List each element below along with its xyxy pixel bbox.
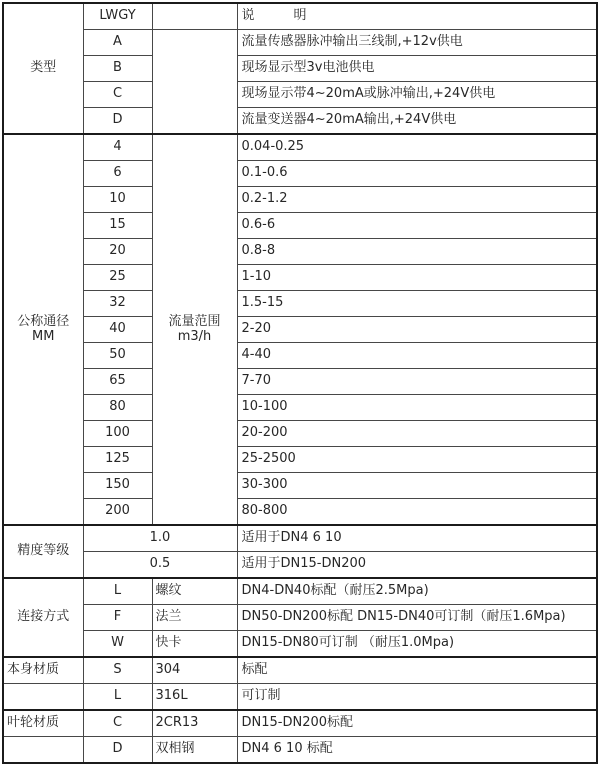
type-code-cell: C	[83, 82, 152, 108]
flow-range-cell: 0.6-6	[237, 213, 597, 239]
row-group-label-type: 类型	[3, 3, 83, 134]
flow-range-label-line1: 流量范围	[168, 313, 221, 329]
accuracy-desc-cell: 适用于DN15-DN200	[237, 552, 597, 579]
flow-range-cell: 1.5-15	[237, 291, 597, 317]
connection-name-cell: 法兰	[152, 605, 237, 631]
material-name-cell: 316L	[152, 684, 237, 711]
flow-range-cell: 30-300	[237, 473, 597, 499]
table-row	[3, 552, 597, 579]
empty-label-cell	[3, 684, 83, 711]
flow-range-cell: 10-100	[237, 395, 597, 421]
table-row	[3, 265, 597, 291]
flow-range-cell: 0.2-1.2	[237, 187, 597, 213]
diameter-size-cell: 80	[83, 395, 152, 421]
type-code-cell: A	[83, 30, 152, 56]
diameter-label-line2: MM	[32, 328, 55, 344]
table-row	[3, 657, 597, 684]
table-row	[3, 605, 597, 631]
diameter-size-cell: 20	[83, 239, 152, 265]
flow-range-cell: 20-200	[237, 421, 597, 447]
diameter-size-cell: 15	[83, 213, 152, 239]
empty-cell	[152, 3, 237, 30]
diameter-label-line1: 公称通径	[17, 313, 70, 329]
connection-name-cell: 快卡	[152, 631, 237, 658]
type-code-cell: B	[83, 56, 152, 82]
diameter-size-cell: 40	[83, 317, 152, 343]
table-row	[3, 499, 597, 526]
row-group-label-impeller-material: 叶轮材质	[3, 710, 83, 737]
diameter-size-cell: 100	[83, 421, 152, 447]
material-desc-cell: DN15-DN200标配	[237, 710, 597, 737]
table-row	[3, 525, 597, 552]
diameter-size-cell: 25	[83, 265, 152, 291]
table-row	[3, 684, 597, 711]
material-name-cell: 双相钢	[152, 737, 237, 764]
table-row	[3, 343, 597, 369]
table-row	[3, 317, 597, 343]
table-row	[3, 710, 597, 737]
connection-desc-cell: DN4-DN40标配（耐压2.5Mpa)	[237, 578, 597, 605]
empty-cell	[152, 30, 237, 135]
diameter-size-cell: 65	[83, 369, 152, 395]
flow-range-cell: 1-10	[237, 265, 597, 291]
table-row	[3, 187, 597, 213]
accuracy-value-cell: 0.5	[83, 552, 237, 579]
table-row	[3, 631, 597, 658]
material-code-cell: L	[83, 684, 152, 711]
flow-range-cell: 2-20	[237, 317, 597, 343]
description-header-cell: 说 明	[237, 3, 597, 30]
material-code-cell: C	[83, 710, 152, 737]
header-row	[3, 3, 597, 30]
flow-range-cell: 7-70	[237, 369, 597, 395]
diameter-size-cell: 6	[83, 161, 152, 187]
material-code-cell: S	[83, 657, 152, 684]
material-code-cell: D	[83, 737, 152, 764]
flow-range-cell: 0.04-0.25	[237, 134, 597, 161]
row-group-label-accuracy: 精度等级	[3, 525, 83, 578]
flow-range-label-cell	[152, 134, 237, 525]
flow-range-cell: 4-40	[237, 343, 597, 369]
row-group-label-diameter	[3, 134, 83, 525]
flow-range-cell: 0.1-0.6	[237, 161, 597, 187]
type-desc-cell: 现场显示带4~20mA或脉冲输出,+24V供电	[237, 82, 597, 108]
table-row	[3, 447, 597, 473]
material-name-cell: 2CR13	[152, 710, 237, 737]
material-desc-cell: DN4 6 10 标配	[237, 737, 597, 764]
diameter-size-cell: 50	[83, 343, 152, 369]
table-row	[3, 737, 597, 764]
type-code-cell: D	[83, 108, 152, 135]
type-desc-cell: 流量变送器4~20mA输出,+24V供电	[237, 108, 597, 135]
flow-range-cell: 80-800	[237, 499, 597, 526]
table-row	[3, 421, 597, 447]
connection-desc-cell: DN50-DN200标配 DN15-DN40可订制（耐压1.6Mpa)	[237, 605, 597, 631]
type-desc-cell: 流量传感器脉冲输出三线制,+12v供电	[237, 30, 597, 56]
table-row	[3, 578, 597, 605]
empty-label-cell	[3, 737, 83, 764]
flow-range-label-line2: m3/h	[177, 328, 212, 344]
table-row	[3, 108, 597, 135]
diameter-size-cell: 4	[83, 134, 152, 161]
table-row	[3, 369, 597, 395]
table-row	[3, 56, 597, 82]
table-row	[3, 30, 597, 56]
table-row	[3, 395, 597, 421]
connection-code-cell: L	[83, 578, 152, 605]
diameter-size-cell: 10	[83, 187, 152, 213]
table-row	[3, 134, 597, 161]
table-row	[3, 291, 597, 317]
flow-range-cell: 0.8-8	[237, 239, 597, 265]
diameter-size-cell: 32	[83, 291, 152, 317]
diameter-size-cell: 150	[83, 473, 152, 499]
accuracy-value-cell: 1.0	[83, 525, 237, 552]
spec-table	[2, 2, 598, 764]
table-row	[3, 82, 597, 108]
accuracy-desc-cell: 适用于DN4 6 10	[237, 525, 597, 552]
connection-code-cell: F	[83, 605, 152, 631]
diameter-size-cell: 125	[83, 447, 152, 473]
row-group-label-body-material: 本身材质	[3, 657, 83, 684]
material-name-cell: 304	[152, 657, 237, 684]
table-row	[3, 473, 597, 499]
type-desc-cell: 现场显示型3v电池供电	[237, 56, 597, 82]
table-row	[3, 161, 597, 187]
diameter-size-cell: 200	[83, 499, 152, 526]
connection-name-cell: 螺纹	[152, 578, 237, 605]
table-row	[3, 213, 597, 239]
row-group-label-connection: 连接方式	[3, 578, 83, 657]
table-row	[3, 239, 597, 265]
connection-desc-cell: DN15-DN80可订制 （耐压1.0Mpa)	[237, 631, 597, 658]
connection-code-cell: W	[83, 631, 152, 658]
material-desc-cell: 可订制	[237, 684, 597, 711]
flow-range-cell: 25-2500	[237, 447, 597, 473]
model-code-cell: LWGY	[83, 3, 152, 30]
material-desc-cell: 标配	[237, 657, 597, 684]
